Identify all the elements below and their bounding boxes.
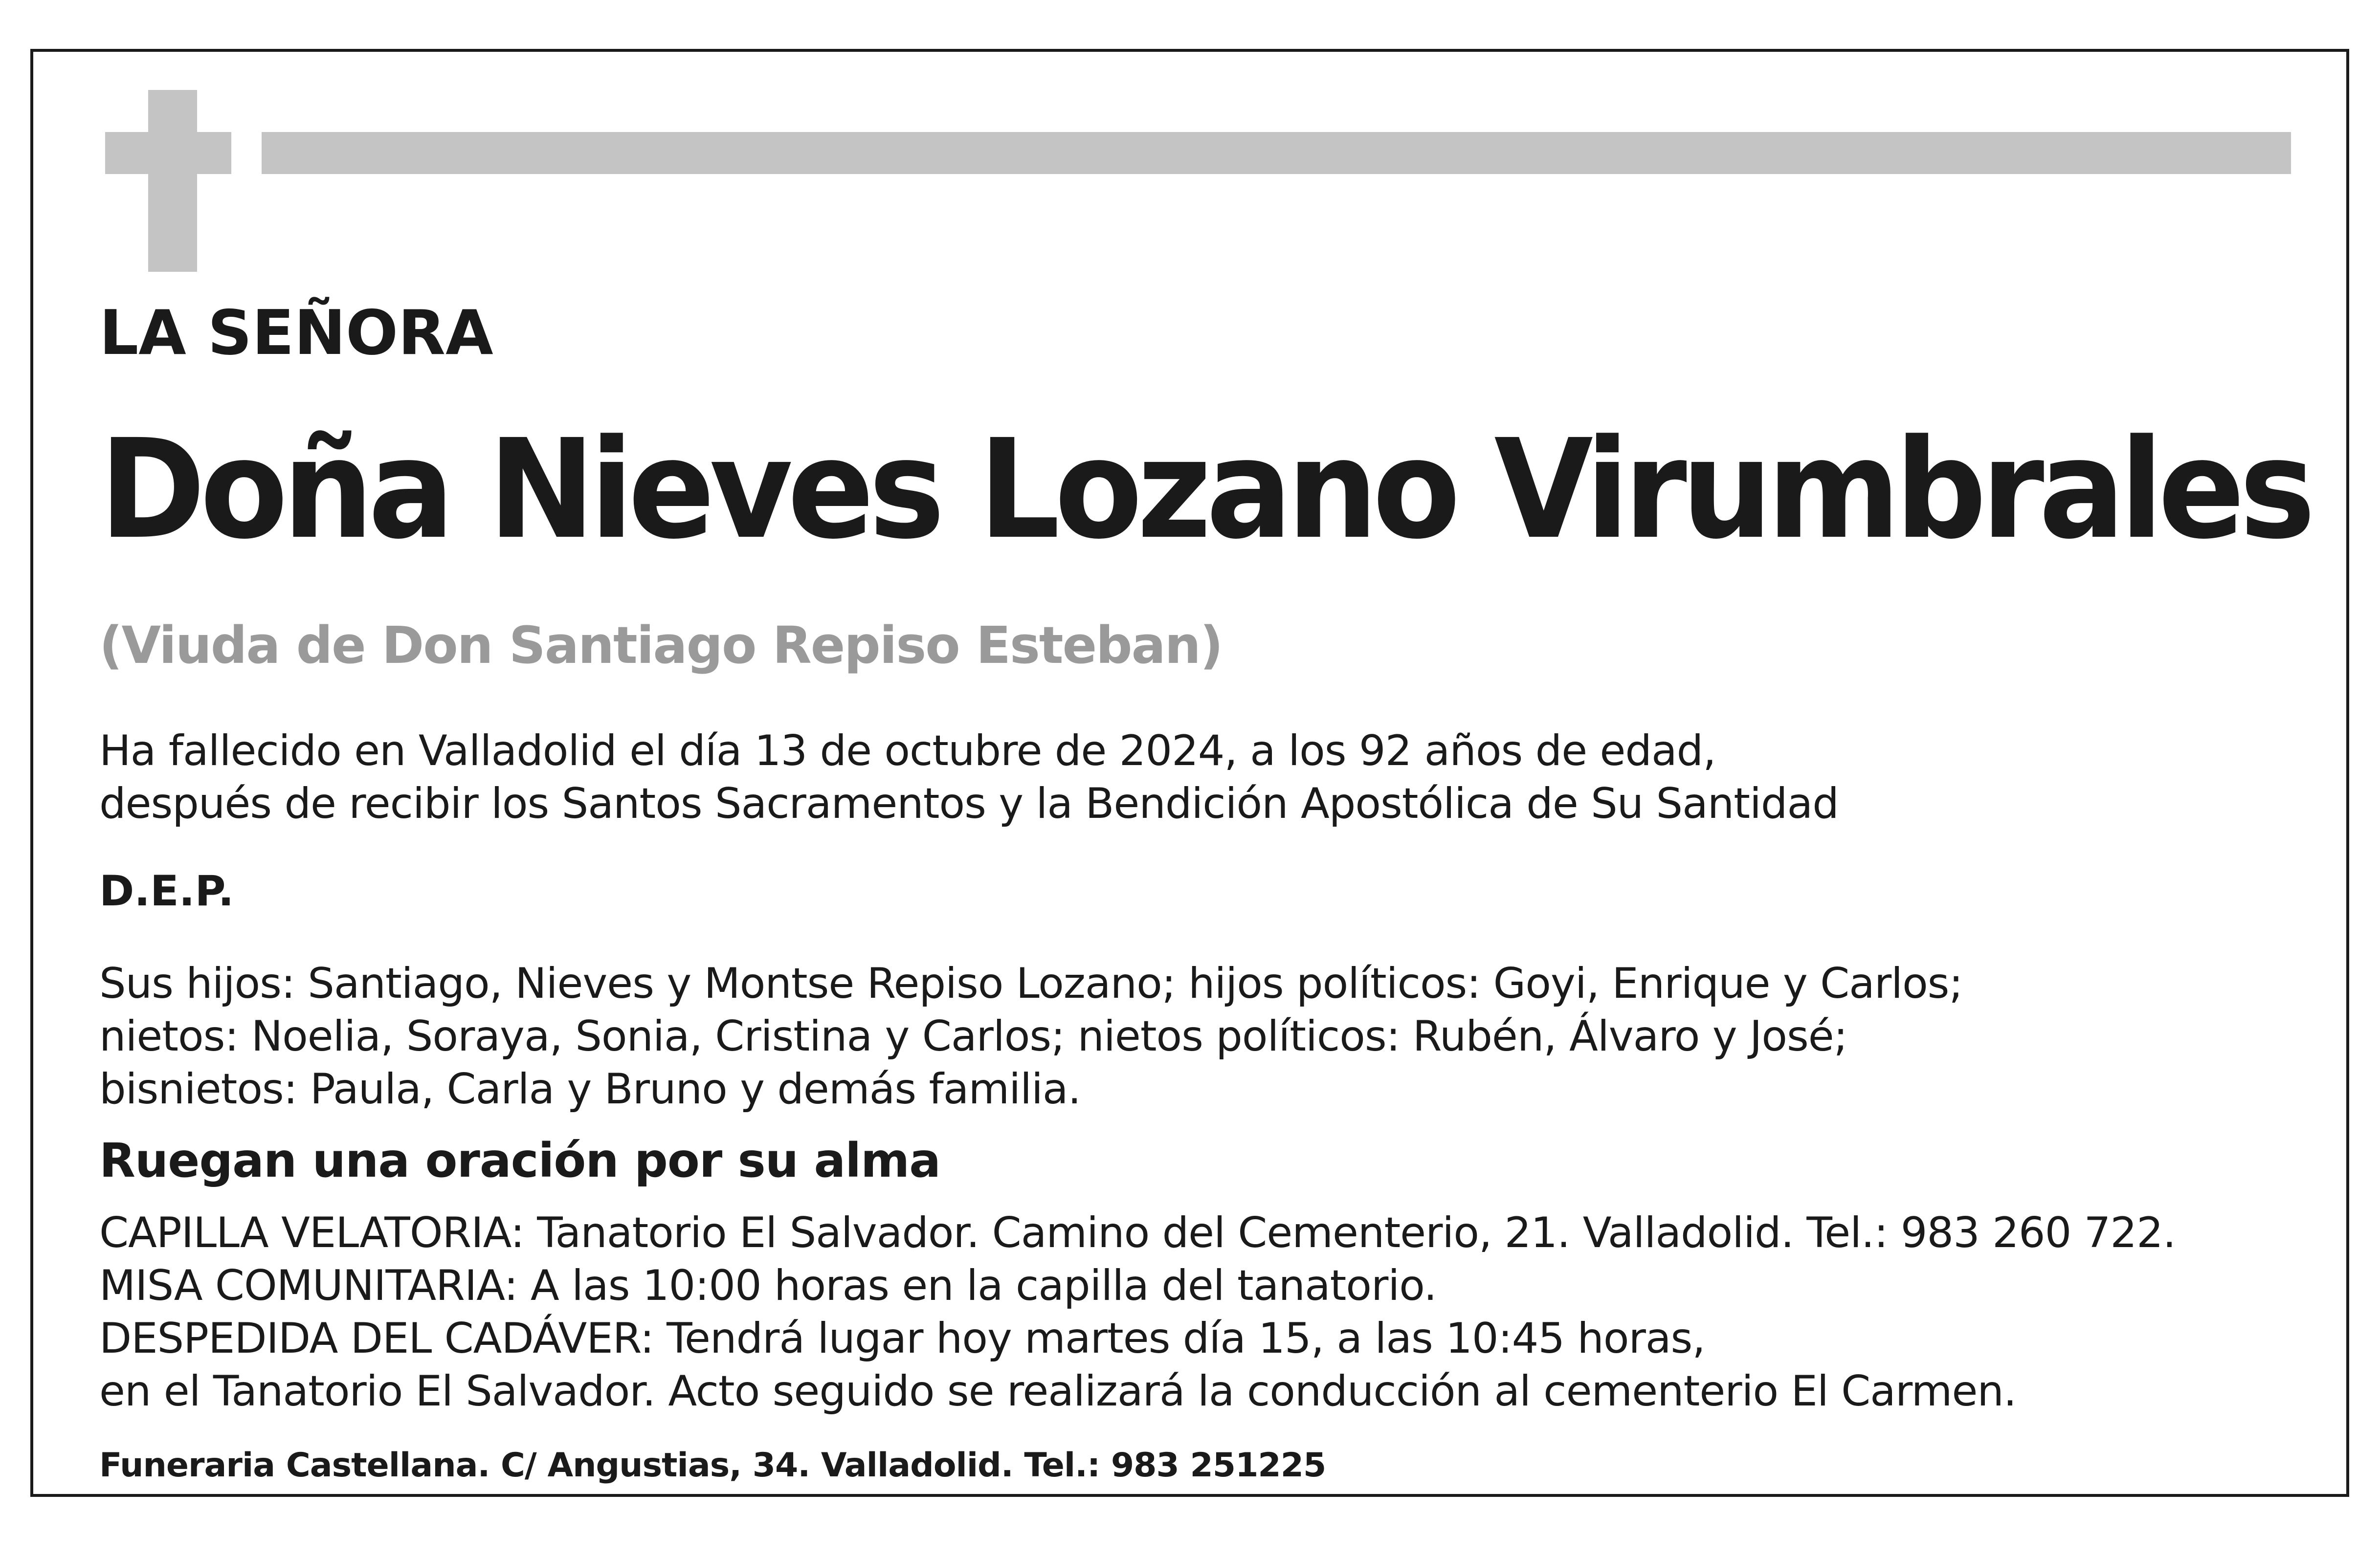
death-line: después de recibir los Santos Sacramentos y la Bendición Apostólica de Su Santidad (99, 779, 1839, 828)
honorific: LA SEÑORA (99, 297, 493, 369)
death-paragraph (99, 724, 1839, 830)
header-rule (262, 132, 2291, 174)
prayer-request: Ruegan una oración por su alma (99, 1133, 940, 1188)
family-line: nietos: Noelia, Soraya, Sonia, Cristina y Carlos; nietos políticos: Rubén, Álvaro y José; (99, 1012, 1847, 1061)
spouse-line: (Viuda de Don Santiago Repiso Esteban) (99, 615, 1223, 675)
rip-label: D.E.P. (99, 867, 234, 916)
family-line: Sus hijos: Santiago, Nieves y Montse Repiso Lozano; hijos políticos: Goyi, Enrique y Carlos; (99, 959, 1963, 1008)
cross-icon-arm (105, 132, 231, 174)
service-paragraph (99, 1207, 2176, 1418)
cross-icon (148, 90, 197, 272)
service-line: CAPILLA VELATORIA: Tanatorio El Salvador. Camino del Cementerio, 21. Valladolid. Tel.: 983 260 722. (99, 1208, 2176, 1257)
service-line: en el Tanatorio El Salvador. Acto seguido se realizará la conducción al cementerio El Carmen. (99, 1367, 2017, 1416)
funeral-home: Funeraria Castellana. C/ Angustias, 34. Valladolid. Tel.: 983 251225 (99, 1446, 1326, 1485)
family-line: bisnietos: Paula, Carla y Bruno y demás familia. (99, 1065, 1081, 1114)
service-line: MISA COMUNITARIA: A las 10:00 horas en la capilla del tanatorio. (99, 1261, 1437, 1310)
death-line: Ha fallecido en Valladolid el día 13 de octubre de 2024, a los 92 años de edad, (99, 726, 1716, 775)
family-paragraph (99, 957, 1962, 1116)
deceased-name: Doña Nieves Lozano Virumbrales (99, 410, 2310, 570)
service-line: DESPEDIDA DEL CADÁVER: Tendrá lugar hoy martes día 15, a las 10:45 horas, (99, 1314, 1705, 1363)
